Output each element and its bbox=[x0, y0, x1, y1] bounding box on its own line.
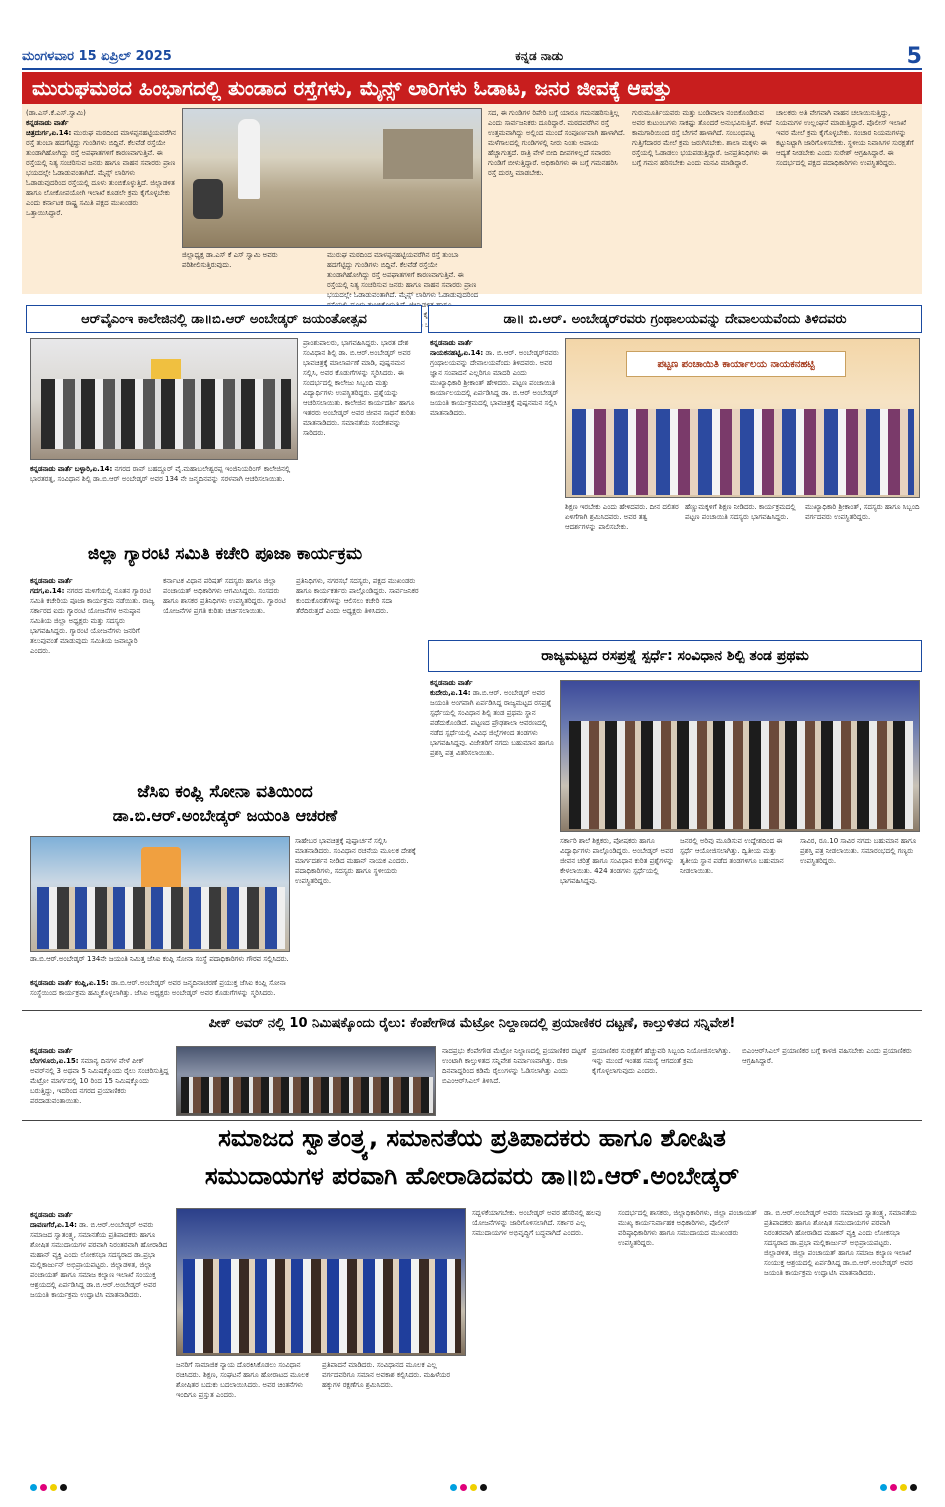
story3-headline: ಡಾ॥ ಬಿ.ಆರ್. ಅಂಬೇಡ್ಕರ್‌ರವರು ಗ್ರಂಥಾಲಯವನ್ನು ದೇವಾಲಯವೆಂದು ತಿಳಿದವರು bbox=[428, 305, 922, 333]
story6-photo bbox=[560, 680, 920, 832]
divider-line bbox=[22, 1010, 922, 1011]
story1-photo-stones bbox=[383, 129, 473, 179]
story5-col2: ಸಾಹೇಬರ ಭಾವಚಿತ್ರಕ್ಕೆ ಪುಷ್ಪಾರ್ಚನೆ ಸಲ್ಲಿಸಿ ಮಾತನಾಡಿದರು. ಸಂವಿಧಾನ ರಚನೆಯ ಮೂಲಕ ದೇಶಕ್ಕೆ ಮಾರ್ಗದರ್ಶನ ನೀಡಿದ ಮಹಾನ್ ನಾಯಕ ಎಂದರು. ಪದಾಧಿಕಾರಿಗಳು, ಸದಸ್ಯರು ಹಾಗೂ ಸ್ಥಳೀಯರು ಉಪಸ್ಥಿತರಿದ್ದರು. bbox=[295, 837, 416, 885]
story1-photo-bike bbox=[193, 179, 223, 219]
story8-col5: ಸಂದರ್ಭದಲ್ಲಿ ಶಾಸಕರು, ಜಿಲ್ಲಾಧಿಕಾರಿಗಳು, ಜಿಲ್ಲಾ ಪಂಚಾಯತ್ ಮುಖ್ಯ ಕಾರ್ಯನಿರ್ವಾಹಕ ಅಧಿಕಾರಿಗಳು, ಪೊಲೀಸ್ ವರಿಷ್ಠಾಧಿಕಾರಿಗಳು ಹಾಗೂ ಸಮುದಾಯದ ಮುಖಂಡರು ಉಪಸ್ಥಿತರಿದ್ದರು. bbox=[618, 1209, 758, 1247]
story7-dateline: ಬೆಂಗಳೂರು,ಏ.15: bbox=[30, 1057, 79, 1065]
story5-byline: ಕನ್ನಡನಾಡು ವಾರ್ತೆ bbox=[30, 979, 73, 987]
story7-col1 bbox=[30, 1046, 170, 1116]
story1-credit: (ಡಾ.ಎಸ್.ಕೆ.ಎಸ್.ಸ್ವಾಮಿ) bbox=[26, 109, 86, 117]
story8-dateline: ದಾವಣಗೆರೆ,ಏ.14: bbox=[30, 1221, 77, 1229]
story6-col3: ಜನರಲ್ಲಿ ಅರಿವು ಮೂಡಿಸುವ ಉದ್ದೇಶದಿಂದ ಈ ಸ್ಪರ್ಧೆ ಆಯೋಜಿಸಲಾಗಿತ್ತು. ದ್ವಿತೀಯ ಮತ್ತು ತೃತೀಯ ಸ್ಥಾನ ಪಡೆದ ತಂಡಗಳಿಗೂ ಬಹುಮಾನ ನೀಡಲಾಯಿತು. bbox=[680, 837, 784, 875]
story8-col3: ಪ್ರತಿಪಾದನೆ ಮಾಡಿದರು. ಸಂವಿಧಾನದ ಮೂಲಕ ಎಲ್ಲ ವರ್ಗದವರಿಗೂ ಸಮಾನ ಅವಕಾಶ ಕಲ್ಪಿಸಿದರು. ಮಹಿಳೆಯರ ಹಕ್ಕುಗಳ ರಕ್ಷಣೆಗೂ ಶ್ರಮಿಸಿದರು. bbox=[322, 1361, 451, 1389]
story7-text: ಸಮಾನ್ಯ ದಿನಗಳ ವೇಳೆ ಪೀಕ್ ಅವರ್‌ನಲ್ಲಿ 3 ಅಥವಾ 5 ನಿಮಿಷಕ್ಕೊಂದು ರೈಲು ಸಂಚರಿಸುತ್ತಿದ್ದ ಮೆಟ್ರೋ ಮಾರ್ಗದಲ್ಲಿ 10 ರಿಂದ 15 ನಿಮಿಷಕ್ಕೊಂದು ಬರುತ್ತಿದ್ದು, ಇದರಿಂದ ನಗರದ ಪ್ರಯಾಣಿಕರು ಪರದಾಡುವಂತಾಯಿತು. bbox=[30, 1057, 169, 1105]
story5-dateline: ಕಂಪ್ಲಿ,ಏ.15: bbox=[74, 979, 109, 987]
paper-name: ಕನ್ನಡ ನಾಡು bbox=[515, 48, 564, 63]
story1-block bbox=[22, 104, 922, 299]
story2-text: ನಗರದ ರಾವ್ ಬಹದ್ದೂರ್ ವೈ.ಮಹಾಬಲೇಶ್ವರಪ್ಪ ಇಂಜಿನಿಯರಿಂಗ್ ಕಾಲೇಜಿನಲ್ಲಿ ಭಾರತರತ್ನ, ಸಂವಿಧಾನ ಶಿಲ್ಪಿ ಡಾ.ಬಿ.ಆರ್ ಅಂಬೇಡ್ಕರ್ ಅವರ 134 ನೇ ಜನ್ಮದಿನವನ್ನು ಸರಳವಾಗಿ ಆಚರಿಸಲಾಯಿತು. bbox=[30, 465, 291, 483]
yellow-mark-icon-3 bbox=[900, 1484, 907, 1491]
story6-headline: ರಾಜ್ಯಮಟ್ಟದ ರಸಪ್ರಶ್ನೆ ಸ್ಪರ್ಧೆ: ಸಂವಿಧಾನ ಶಿಲ್ಪಿ ತಂಡ ಪ್ರಥಮ bbox=[428, 640, 922, 672]
story5-photo-people bbox=[37, 887, 285, 949]
story6-col4: ಸಾವಿರ, ರೂ.10 ಸಾವಿರ ನಗದು ಬಹುಮಾನ ಹಾಗೂ ಪ್ರಶಸ್ತಿ ಪತ್ರ ನೀಡಲಾಯಿತು. ಸಮಾರಂಭದಲ್ಲಿ ಗಣ್ಯರು ಉಪಸ್ಥಿತರಿದ್ದರು. bbox=[800, 837, 917, 865]
story4-text: ನಗರದ ಮಳಿಗೆಯಲ್ಲಿ ನೂತನ ಗ್ಯಾರಂಟಿ ಸಮಿತಿ ಕಚೇರಿಯ ಪೂಜಾ ಕಾರ್ಯಕ್ರಮ ನಡೆಯಿತು. ರಾಜ್ಯ ಸರ್ಕಾರದ ಐದು ಗ್ಯಾರಂಟಿ ಯೋಜನೆಗಳ ಅನುಷ್ಠಾನ ಸಮಿತಿಯ ಜಿಲ್ಲಾ ಅಧ್ಯಕ್ಷರು ಮತ್ತು ಸದಸ್ಯರು ಭಾಗವಹಿಸಿದ್ದರು. ಗ್ಯಾರಂಟಿ ಯೋಜನೆಗಳು ಜನರಿಗೆ ತಲುಪುವಂತೆ ಮಾಡುವುದು ಸಮಿತಿಯ ಜವಾಬ್ದಾರಿ ಎಂದರು. bbox=[30, 587, 155, 655]
story1-col4: ಗುರುಮೂರ್ತಿಯವರು ಮತ್ತು ಬಂಡಿವಾಲಾ ನಂಬಿಕೊಂಡಿರುವ ಅವರ ಕುಟುಂಬಗಳು ಸಾಕಷ್ಟು ತೊಂದರೆ ಅನುಭವಿಸುತ್ತಿವೆ. ಕಳಪೆ ಕಾಮಗಾರಿಯಿಂದ ರಸ್ತೆ ಬೇಗನೆ ಹಾಳಾಗಿದೆ. ಸಂಬಂಧಪಟ್ಟ ಗುತ್ತಿಗೆದಾರರ ಮೇಲೆ ಕ್ರಮ ಜರುಗಿಸಬೇಕು. ಶಾಲಾ ಮಕ್ಕಳು ಈ ರಸ್ತೆಯಲ್ಲಿ ಓಡಾಡಲು ಭಯಪಡುತ್ತಿದ್ದಾರೆ. ಜನಪ್ರತಿನಿಧಿಗಳು ಈ ಬಗ್ಗೆ ಗಮನ ಹರಿಸಬೇಕು ಎಂದು ಮನವಿ ಮಾಡಿದ್ದಾರೆ. bbox=[632, 109, 772, 167]
story2-col3-text: ಪ್ರಶ್ನೆಯನ್ನು ಆಚರಿಸಲಾಯಿತು. ಕಾಲೇಜಿನ ಕಾರ್ಯದರ್ಶಿ ಹಾಗೂ ಇತರರು ಅಂಬೇಡ್ಕರ್ ಅವರ ಜೀವನ ಸಾಧನೆ ಕುರಿತು ಮಾತನಾಡಿದರು. ಸಮಾನತೆಯ ಸಂದೇಶವನ್ನು ಸಾರಿದರು. bbox=[303, 389, 416, 437]
black-mark-icon-3 bbox=[910, 1484, 917, 1491]
story8-photo-people bbox=[183, 1259, 461, 1353]
story7-headline: ಪೀಕ್ ಅವರ್ ನಲ್ಲಿ 10 ನಿಮಿಷಕ್ಕೊಂದು ರೈಲು: ಕೆಂಪೇಗೌಡ ಮೆಟ್ರೋ ನಿಲ್ದಾಣದಲ್ಲಿ ಪ್ರಯಾಣಿಕರ ದಟ್ಟಣೆ, ಕಾಲ್ತುಳಿತದ ಸನ್ನಿವೇಶ! bbox=[208, 1016, 736, 1031]
story2-photo bbox=[30, 338, 298, 460]
story1-col5: ಚಾಲಕರು ಅತಿ ವೇಗವಾಗಿ ವಾಹನ ಚಲಾಯಿಸುತ್ತಿದ್ದು, ನಿಯಮಗಳ ಉಲ್ಲಂಘನೆ ಮಾಡುತ್ತಿದ್ದಾರೆ. ಪೊಲೀಸ್ ಇಲಾಖೆ ಇವರ ಮೇಲೆ ಕ್ರಮ ಕೈಗೊಳ್ಳಬೇಕು. ಸಂಚಾರ ನಿಯಮಗಳನ್ನು ಕಟ್ಟುನಿಟ್ಟಾಗಿ ಜಾರಿಗೊಳಿಸಬೇಕು. ಸ್ಥಳೀಯ ನಿವಾಸಿಗಳ ಸುರಕ್ಷತೆಗೆ ಆದ್ಯತೆ ನೀಡಬೇಕು ಎಂದು ಸುರೇಶ್ ಆಗ್ರಹಿಸಿದ್ದಾರೆ. ಈ ಸಂದರ್ಭದಲ್ಲಿ ಪಕ್ಷದ ಪದಾಧಿಕಾರಿಗಳು ಉಪಸ್ಥಿತರಿದ್ದರು. bbox=[776, 109, 914, 167]
black-mark-icon bbox=[60, 1484, 67, 1491]
story7-col2: ನಾದಪ್ರಭು ಕೆಂಪೇಗೌಡ ಮೆಟ್ರೋ ನಿಲ್ದಾಣದಲ್ಲಿ ಪ್ರಯಾಣಿಕರ ದಟ್ಟಣೆ ಉಂಟಾಗಿ ಕಾಲ್ತುಳಿತದ ಸನ್ನಿವೇಶ ನಿರ್ಮಾಣವಾಗಿತ್ತು. ರಜಾ ದಿನವಾದ್ದರಿಂದ ಕಡಿಮೆ ರೈಲುಗಳನ್ನು ಓಡಿಸಲಾಗಿತ್ತು ಎಂದು ಬಿಎಂಆರ್‌ಸಿಎಲ್ ತಿಳಿಸಿದೆ. bbox=[442, 1047, 587, 1085]
yellow-mark-icon bbox=[50, 1484, 57, 1491]
story4-headline: ಜಿಲ್ಲಾ ಗ್ಯಾರಂಟಿ ಸಮಿತಿ ಕಚೇರಿ ಪೂಜಾ ಕಾರ್ಯಕ್ರಮ bbox=[87, 544, 363, 564]
story7-byline: ಕನ್ನಡನಾಡು ವಾರ್ತೆ bbox=[30, 1047, 73, 1055]
story3-col2: ಶಿಕ್ಷಣ ಇರಬೇಕು ಎಂದು ಹೇಳಿದವರು. ದೀನ ದಲಿತರ ಏಳಿಗೆಗಾಗಿ ಶ್ರಮಿಸಿದವರು. ಅವರ ತತ್ವ ಆದರ್ಶಗಳನ್ನು ಪಾಲಿಸಬೇಕು. bbox=[565, 503, 679, 531]
story3-byline: ಕನ್ನಡನಾಡು ವಾರ್ತೆ bbox=[430, 339, 473, 347]
page-number: 5 bbox=[906, 43, 922, 69]
issue-date: ಮಂಗಳವಾರ 15 ಏಪ್ರಿಲ್ 2025 bbox=[22, 48, 172, 64]
story6-dateline: ಕುದೇರು,ಏ.14: bbox=[430, 689, 471, 697]
story5-caption: ಡಾ.ಬಿ.ಆರ್.ಅಂಬೇಡ್ಕರ್ 134ನೇ ಜಯಂತಿ ನಿಮಿತ್ತ ಜೆಸಿಐ ಕಂಪ್ಲಿ ಸೋನಾ ಸಂಸ್ಥೆ ಪದಾಧಿಕಾರಿಗಳು ಗೌರವ ಸಲ್ಲಿಸಿದರು. bbox=[30, 955, 289, 963]
story1-caption: ಜಿಲ್ಲಾಧ್ಯಕ್ಷ ಡಾ.ಎಸ್ ಕೆ ಎಸ್ ಸ್ವಾಮಿ ಅವರು ಪರಿಶೀಲಿಸುತ್ತಿರುವುದು. bbox=[182, 251, 278, 269]
story5-photo bbox=[30, 836, 290, 952]
story6-text: ಡಾ.ಬಿ.ಆರ್. ಅಂಬೇಡ್ಕರ್ ಅವರ ಜಯಂತಿ ಅಂಗವಾಗಿ ಏರ್ಪಡಿಸಿದ್ದ ರಾಜ್ಯಮಟ್ಟದ ರಸಪ್ರಶ್ನೆ ಸ್ಪರ್ಧೆಯಲ್ಲಿ ಸಂವಿಧಾನ ಶಿಲ್ಪಿ ತಂಡ ಪ್ರಥಮ ಸ್ಥಾನ ಪಡೆದುಕೊಂಡಿದೆ. ಪಟ್ಟಣದ ಪ್ರೌಢಶಾಲಾ ಆವರಣದಲ್ಲಿ ನಡೆದ ಸ್ಪರ್ಧೆಯಲ್ಲಿ ವಿವಿಧ ಜಿಲ್ಲೆಗಳಿಂದ ತಂಡಗಳು ಭಾಗವಹಿಸಿದ್ದವು. ವಿಜೇತರಿಗೆ ನಗದು ಬಹುಮಾನ ಹಾಗೂ ಪ್ರಶಸ್ತಿ ಪತ್ರ ವಿತರಿಸಲಾಯಿತು. bbox=[430, 689, 554, 757]
divider-line-2 bbox=[22, 1120, 922, 1121]
story6-byline: ಕನ್ನಡನಾಡು ವಾರ್ತೆ bbox=[430, 679, 473, 687]
magenta-mark-icon-3 bbox=[890, 1484, 897, 1491]
story4-col1 bbox=[30, 576, 158, 776]
story3-photo bbox=[565, 338, 920, 498]
story2-col1 bbox=[30, 464, 298, 504]
print-marks bbox=[0, 1480, 945, 1500]
story4-col2: ಕರ್ನಾಟಕ ವಿಧಾನ ಪರಿಷತ್ ಸದಸ್ಯರು ಹಾಗೂ ಜಿಲ್ಲಾ ಪಂಚಾಯತ್ ಅಧಿಕಾರಿಗಳು ಆಗಮಿಸಿದ್ದರು. ಸಂಸದರು ಹಾಗೂ ಶಾಸಕರ ಪ್ರತಿನಿಧಿಗಳು ಉಪಸ್ಥಿತರಿದ್ದರು. ಗ್ಯಾರಂಟಿ ಯೋಜನೆಗಳ ಪ್ರಗತಿ ಕುರಿತು ಚರ್ಚಿಸಲಾಯಿತು. bbox=[163, 577, 286, 615]
black-mark-icon-2 bbox=[480, 1484, 487, 1491]
story4-byline: ಕನ್ನಡನಾಡು ವಾರ್ತೆ bbox=[30, 577, 73, 585]
story3-col4: ಮುಖ್ಯಾಧಿಕಾರಿ ಶ್ರೀಕಾಂತ್, ಸದಸ್ಯರು ಹಾಗೂ ಸಿಬ್ಬಂದಿ ವರ್ಗದವರು ಉಪಸ್ಥಿತರಿದ್ದರು. bbox=[805, 503, 920, 521]
story7-col4: ಬಿಎಂಆರ್‌ಸಿಎಲ್ ಪ್ರಯಾಣಿಕರ ಬಗ್ಗೆ ಕಾಳಜಿ ವಹಿಸಬೇಕು ಎಂದು ಪ್ರಯಾಣಿಕರು ಆಗ್ರಹಿಸಿದ್ದಾರೆ. bbox=[742, 1047, 912, 1065]
story1-byline: ಕನ್ನಡನಾಡು ವಾರ್ತೆ bbox=[26, 119, 69, 127]
story5-text: ಡಾ.ಬಿ.ಆರ್.ಅಂಬೇಡ್ಕರ್ ಅವರ ಜನ್ಮದಿನಾಚರಣೆ ಪ್ರಯುಕ್ತ ಜೆಸಿಐ ಕಂಪ್ಲಿ ಸೋನಾ ಸಂಸ್ಥೆಯಿಂದ ಕಾರ್ಯಕ್ರಮ ಹಮ್ಮಿಕೊಳ್ಳಲಾಗಿತ್ತು. ಜೆಸಿಐ ಅಧ್ಯಕ್ಷರು ಅಂಬೇಡ್ಕರ್ ಅವರ ಕೊಡುಗೆಗಳನ್ನು ಸ್ಮರಿಸಿದರು. bbox=[30, 979, 286, 997]
story8-photo bbox=[176, 1208, 466, 1356]
story1-col2: ಮುರುಘ ಮಠದಿಂದ ಮಾಳಪ್ಪನಹಟ್ಟಿಯವರೆಗಿನ ರಸ್ತೆ ತುಂಬಾ ಹದಗೆಟ್ಟಿದ್ದು ಗುಂಡಿಗಳು ಬಿದ್ದಿವೆ. ಕೆಲವೆಡೆ ರಸ್ತೆಯೇ ತುಂಡಾಗಿಹೋಗಿದ್ದು ರಸ್ತೆ ಅಪಘಾತಗಳಿಗೆ ಕಾರಣವಾಗುತ್ತಿವೆ. ಈ ರಸ್ತೆಯಲ್ಲಿ ನಿತ್ಯ ಸಂಚರಿಸುವ ಜನರು ಹಾಗೂ ವಾಹನ ಸವಾರರು ಪ್ರಾಣ ಭಯದಲ್ಲೇ ಓಡಾಡುವಂತಾಗಿದೆ. ಮೈನ್ಸ್ ಲಾರಿಗಳು ಓಡಾಡುವುದರಿಂದ bbox=[327, 251, 479, 299]
story8-headline-line1: ಸಮಾಜದ ಸ್ವಾತಂತ್ರ್ಯ, ಸಮಾನತೆಯ ಪ್ರತಿಪಾದಕರು ಹಾಗೂ ಶೋಷಿತ bbox=[218, 1124, 726, 1152]
story4-dateline: ಗದಗ,ಏ.14: bbox=[30, 587, 65, 595]
story8-text: ಡಾ. ಬಿ.ಆರ್.ಅಂಬೇಡ್ಕರ್ ಅವರು ಸಮಾಜದ ಸ್ವಾತಂತ್ರ್ಯ, ಸಮಾನತೆಯ ಪ್ರತಿಪಾದಕರು ಹಾಗೂ ಶೋಷಿತ ಸಮುದಾಯಗಳ ಪರವಾಗಿ ನಿರಂತರವಾಗಿ ಹೋರಾಡಿದ ಮಹಾನ್ ವ್ಯಕ್ತಿ ಎಂದು ಲೋಕಸಭಾ ಸದಸ್ಯರಾದ ಡಾ.ಪ್ರಭಾ ಮಲ್ಲಿಕಾರ್ಜುನ್ ಅಭಿಪ್ರಾಯಪಟ್ಟರು. ಜಿಲ್ಲಾಡಳಿತ, ಜಿಲ್ಲಾ ಪಂಚಾಯತ್ ಹಾಗೂ ಸಮಾಜ ಕಲ್ಯಾಣ ಇಲಾಖೆ ಸಂಯುಕ್ತ ಆಶ್ರಯದಲ್ಲಿ ಏರ್ಪಡಿಸಿದ್ದ ಡಾ.ಬಿ.ಆರ್.ಅಂಬೇಡ್ಕರ್ ಅವರ ಜಯಂತಿ ಕಾರ್ಯಕ್ರಮ ಉದ್ಘಾಟಿಸಿ ಮಾತನಾಡಿದರು. bbox=[30, 1221, 168, 1299]
story1-headline: ಮುರುಘಮಠದ ಹಿಂಭಾಗದಲ್ಲಿ ತುಂಡಾದ ರಸ್ತೆಗಳು, ಮೈನ್ಸ್ ಲಾರಿಗಳು ಓಡಾಟ, ಜನರ ಜೀವಕ್ಕೆ ಆಪತ್ತು bbox=[22, 72, 922, 104]
story8-col6: ಡಾ. ಬಿ.ಆರ್.ಅಂಬೇಡ್ಕರ್ ಅವರು ಸಮಾಜದ ಸ್ವಾತಂತ್ರ್ಯ, ಸಮಾನತೆಯ ಪ್ರತಿಪಾದಕರು ಹಾಗೂ ಶೋಷಿತ ಸಮುದಾಯಗಳ ಪರವಾಗಿ ನಿರಂತರವಾಗಿ ಹೋರಾಡಿದ ಮಹಾನ್ ವ್ಯಕ್ತಿ ಎಂದು ಲೋಕಸಭಾ ಸದಸ್ಯರಾದ ಡಾ.ಪ್ರಭಾ ಮಲ್ಲಿಕಾರ್ಜುನ್ ಅಭಿಪ್ರಾಯಪಟ್ಟರು. ಜಿಲ್ಲಾಡಳಿತ, ಜಿಲ್ಲಾ ಪಂಚಾಯತ್ ಹಾಗೂ ಸಮಾಜ ಕಲ್ಯಾಣ ಇಲಾಖೆ ಸಂಯುಕ್ತ ಆಶ್ರಯದಲ್ಲಿ ಏರ್ಪಡಿಸಿದ್ದ ಡಾ.ಬಿ.ಆರ್.ಅಂಬೇಡ್ಕರ್ ಅವರ ಜಯಂತಿ ಕಾರ್ಯಕ್ರಮ ಉದ್ಘಾಟಿಸಿ ಮಾತನಾಡಿದರು. bbox=[764, 1209, 917, 1277]
story5-headline-line1: ಜೆಸಿಐ ಕಂಪ್ಲಿ ಸೋನಾ ವತಿಯಿಂದ bbox=[137, 782, 313, 802]
page-header bbox=[22, 44, 922, 70]
story7-photo bbox=[176, 1046, 436, 1116]
cyan-mark-icon bbox=[30, 1484, 37, 1491]
story3-photo-sign: ಪಟ್ಟಣ ಪಂಚಾಯಿತಿ ಕಾರ್ಯಾಲಯ ನಾಯಕನಹಟ್ಟಿ bbox=[626, 351, 846, 377]
story2-byline: ಕನ್ನಡನಾಡು ವಾರ್ತೆ bbox=[30, 465, 73, 473]
story4-col3: ಪ್ರತಿನಿಧಿಗಳು, ನಗರಸಭೆ ಸದಸ್ಯರು, ಪಕ್ಷದ ಮುಖಂಡರು ಹಾಗೂ ಕಾರ್ಯಕರ್ತರು ಪಾಲ್ಗೊಂಡಿದ್ದರು. ಸಾರ್ವಜನಿಕರ ಕುಂದುಕೊರತೆಗಳನ್ನು ಆಲಿಸಲು ಕಚೇರಿ ಸದಾ ತೆರೆದಿರುತ್ತದೆ ಎಂದು ಅಧ್ಯಕ್ಷರು ತಿಳಿಸಿದರು. bbox=[296, 577, 419, 615]
story2-headline: ಆರ್‌ವೈಎಂಇ ಕಾಲೇಜಿನಲ್ಲಿ ಡಾ॥ಬಿ.ಆರ್ ಅಂಬೇಡ್ಕರ್ ಜಯಂತೋತ್ಸವ bbox=[26, 305, 422, 333]
yellow-mark-icon-2 bbox=[470, 1484, 477, 1491]
story1-photo-person bbox=[238, 119, 260, 199]
story6-col1 bbox=[430, 678, 555, 998]
story8-col2: ಜನರಿಗೆ ಸಾಮಾಜಿಕ ನ್ಯಾಯ ದೊರಕಿಸಿಕೊಡಲು ಸಂವಿಧಾನ ರಚಿಸಿದರು. ಶಿಕ್ಷಣ, ಸಂಘಟನೆ ಹಾಗೂ ಹೋರಾಟದ ಮೂಲಕ ಶೋಷಿತರ ಬದುಕು ಬದಲಾಯಿಸಿದರು. ಅವರ ಚಿಂತನೆಗಳು ಇಂದಿಗೂ ಪ್ರಸ್ತುತ ಎಂದರು. bbox=[176, 1361, 309, 1399]
story1-photo-road bbox=[182, 108, 482, 248]
story1-col3: ಸದ, ಈ ಗುಂಡಿಗಳ ರಿಪೇರಿ ಬಗ್ಗೆ ಯಾರೂ ಗಮನಹರಿಸುತ್ತಿಲ್ಲ ಎಂದು ಸಾರ್ವಜನಿಕರು ದೂರಿದ್ದಾರೆ. ಮಠದವರೆಗಿನ ರಸ್ತೆ ಉತ್ತಮವಾಗಿದ್ದು ಅಲ್ಲಿಂದ ಮುಂದೆ ಸಂಪೂರ್ಣವಾಗಿ ಹಾಳಾಗಿದೆ. ಮಳೆಗಾಲದಲ್ಲಿ ಗುಂಡಿಗಳಲ್ಲಿ ನೀರು ನಿಂತು ಅಪಾಯ ಹೆಚ್ಚಾಗುತ್ತದೆ. ರಾತ್ರಿ ವೇಳೆ ಬೀದಿ ದೀಪಗಳಿಲ್ಲದೆ ಸವಾರರು ಗುಂಡಿಗೆ ಬೀಳುತ್ತಿದ್ದಾರೆ. ಅಧಿಕಾರಿಗಳು ಈ ಬಗ್ಗೆ ಗಮನಹರಿಸಿ ರಸ್ತೆ ದುರಸ್ತಿ ಮಾಡಬೇಕು. bbox=[488, 109, 626, 177]
magenta-mark-icon-2 bbox=[460, 1484, 467, 1491]
story2-photo-people bbox=[41, 379, 291, 449]
story1-dateline: ಚಿತ್ರದುರ್ಗ,ಏ.14: bbox=[26, 129, 72, 137]
story5-headline-line2: ಡಾ.ಬಿ.ಆರ್.ಅಂಬೇಡ್ಕರ್ ಜಯಂತಿ ಆಚರಣೆ bbox=[112, 806, 338, 825]
story3-col1 bbox=[430, 338, 560, 570]
cyan-mark-icon-3 bbox=[880, 1484, 887, 1491]
story3-dateline: ನಾಯಕನಹಟ್ಟಿ,ಏ.14: bbox=[430, 349, 484, 357]
story7-col3: ಪ್ರಯಾಣಿಕರ ಸುರಕ್ಷತೆಗೆ ಹೆಚ್ಚುವರಿ ಸಿಬ್ಬಂದಿ ನಿಯೋಜಿಸಲಾಗಿತ್ತು. ಇನ್ನು ಮುಂದೆ ಇಂತಹ ಸಮಸ್ಯೆ ಆಗದಂತೆ ಕ್ರಮ ಕೈಗೊಳ್ಳಲಾಗುವುದು ಎಂದರು. bbox=[592, 1047, 731, 1075]
story2-col2 bbox=[303, 338, 421, 508]
story8-headline-line2: ಸಮುದಾಯಗಳ ಪರವಾಗಿ ಹೋರಾಡಿದವರು ಡಾ॥ಬಿ.ಆರ್.ಅಂಬೇಡ್ಕರ್ bbox=[204, 1162, 740, 1190]
magenta-mark-icon bbox=[40, 1484, 47, 1491]
story7-photo-crowd bbox=[181, 1077, 433, 1113]
story3-col3: ಹೆಣ್ಣುಮಕ್ಕಳಿಗೆ ಶಿಕ್ಷಣ ನೀಡಿದರು. ಕಾರ್ಯಕ್ರಮದಲ್ಲಿ ಪಟ್ಟಣ ಪಂಚಾಯಿತಿ ಸದಸ್ಯರು ಭಾಗವಹಿಸಿದ್ದರು. bbox=[685, 503, 796, 521]
story8-col4: ಸದ್ಬಳಕೆಯಾಗಬೇಕು. ಅಂಬೇಡ್ಕರ್ ಅವರ ಹೆಸರಿನಲ್ಲಿ ಹಲವು ಯೋಜನೆಗಳನ್ನು ಜಾರಿಗೊಳಿಸಲಾಗಿದೆ. ಸರ್ಕಾರ ಎಲ್ಲ ಸಮುದಾಯಗಳ ಅಭಿವೃದ್ಧಿಗೆ ಬದ್ಧವಾಗಿದೆ ಎಂದರು. bbox=[472, 1209, 602, 1237]
story2-col2-text: ಪ್ರಾಂಶುಪಾಲರು, ಭಾಗವಹಿಸಿದ್ದರು. ಭಾರತ ದೇಶ ಸಂವಿಧಾನ ಶಿಲ್ಪಿ ಡಾ. ಬಿ.ಆರ್.ಅಂಬೇಡ್ಕರ್ ಅವರ ಭಾವಚಿತ್ರಕ್ಕೆ ಮಾಲಾರ್ಪಣೆ ಮಾಡಿ, ಪುಷ್ಪನಮನ ಸಲ್ಲಿಸಿ, ಅವರ ಕೊಡುಗೆಗಳನ್ನು ಸ್ಮರಿಸಿದರು. ಈ ಸಂದರ್ಭದಲ್ಲಿ ಕಾಲೇಜು ಸಿಬ್ಬಂದಿ ಮತ್ತು ವಿದ್ಯಾರ್ಥಿಗಳು ಉಪಸ್ಥಿತರಿದ್ದರು. bbox=[303, 339, 411, 397]
story2-dateline: ಬಳ್ಳಾರಿ,ಏ.14: bbox=[74, 465, 113, 473]
story1-col1 bbox=[26, 108, 176, 290]
story8-col1 bbox=[30, 1210, 170, 1468]
story1-text-1: ಮುರುಘ ಮಠದಿಂದ ಮಾಳಪ್ಪನಹಟ್ಟಿಯವರೆಗಿನ ರಸ್ತೆ ತುಂಬಾ ಹದಗೆಟ್ಟಿದ್ದು ಗುಂಡಿಗಳು ಬಿದ್ದಿವೆ. ಕೆಲವೆಡೆ ರಸ್ತೆಯೇ ತುಂಡಾಗಿಹೋಗಿದ್ದು ರಸ್ತೆ ಅಪಘಾತಗಳಿಗೆ ಕಾರಣವಾಗುತ್ತಿವೆ. ಈ ರಸ್ತೆಯಲ್ಲಿ ನಿತ್ಯ ಸಂಚರಿಸುವ ಜನರು ಹಾಗೂ ವಾಹನ ಸವಾರರು ಪ್ರಾಣ ಭಯದಲ್ಲೇ ಓಡಾಡುವಂತಾಗಿದೆ. ಮೈನ್ಸ್ ಲಾರಿಗಳು ಓಡಾಡುವುದರಿಂದ ರಸ್ತೆಯಲ್ಲಿ ದೂಳು ತುಂಬಿಕೊಳ್ಳುತ್ತಿದೆ. ಜಿಲ್ಲಾಡಳಿತ ಹಾಗೂ ಲೋಕೋಪಯೋಗಿ ಇಲಾಖೆ ಕೂಡಲೇ ಕ್ರಮ ಕೈಗೊಳ್ಳಬೇಕು ಎಂದು ಕರ್ನಾಟಕ ರಾಷ್ಟ್ರ ಸಮಿತಿ ಪಕ್ಷದ ಮುಖಂಡರು ಒತ್ತಾಯಿಸಿದ್ದಾರೆ. bbox=[26, 129, 176, 217]
story3-text: ಡಾ. ಬಿ.ಆರ್. ಅಂಬೇಡ್ಕರ್‌ರವರು ಗ್ರಂಥಾಲಯವನ್ನು ದೇವಾಲಯವೆಂದು ತಿಳಿದವರು. ಅವರ ಜ್ಞಾನ ಸಂಪಾದನೆ ಎಲ್ಲರಿಗೂ ಮಾದರಿ ಎಂದು ಮುಖ್ಯಾಧಿಕಾರಿ ಶ್ರೀಕಾಂತ್ ಹೇಳಿದರು. ಪಟ್ಟಣ ಪಂಚಾಯಿತಿ ಕಾರ್ಯಾಲಯದಲ್ಲಿ ಏರ್ಪಡಿಸಿದ್ದ ಡಾ. ಬಿ.ಆರ್ ಅಂಬೇಡ್ಕರ್ ಜಯಂತಿ ಕಾರ್ಯಕ್ರಮದಲ್ಲಿ ಭಾವಚಿತ್ರಕ್ಕೆ ಪುಷ್ಪನಮನ ಸಲ್ಲಿಸಿ ಮಾತನಾಡಿದರು. bbox=[430, 349, 559, 417]
story3-photo-people bbox=[572, 409, 914, 495]
story6-col2: ಸರ್ಕಾರಿ ಶಾಲೆ ಶಿಕ್ಷಕರು, ಪೋಷಕರು ಹಾಗೂ ವಿದ್ಯಾರ್ಥಿಗಳು ಪಾಲ್ಗೊಂಡಿದ್ದರು. ಅಂಬೇಡ್ಕರ್ ಅವರ ಜೀವನ ಚರಿತ್ರೆ ಹಾಗೂ ಸಂವಿಧಾನ ಕುರಿತ ಪ್ರಶ್ನೆಗಳನ್ನು ಕೇಳಲಾಯಿತು. 424 ತಂಡಗಳು ಸ್ಪರ್ಧೆಯಲ್ಲಿ ಭಾಗವಹಿಸಿದ್ದವು. bbox=[560, 837, 675, 885]
story6-photo-people bbox=[569, 721, 913, 829]
story8-byline: ಕನ್ನಡನಾಡು ವಾರ್ತೆ bbox=[30, 1211, 73, 1219]
cyan-mark-icon-2 bbox=[450, 1484, 457, 1491]
